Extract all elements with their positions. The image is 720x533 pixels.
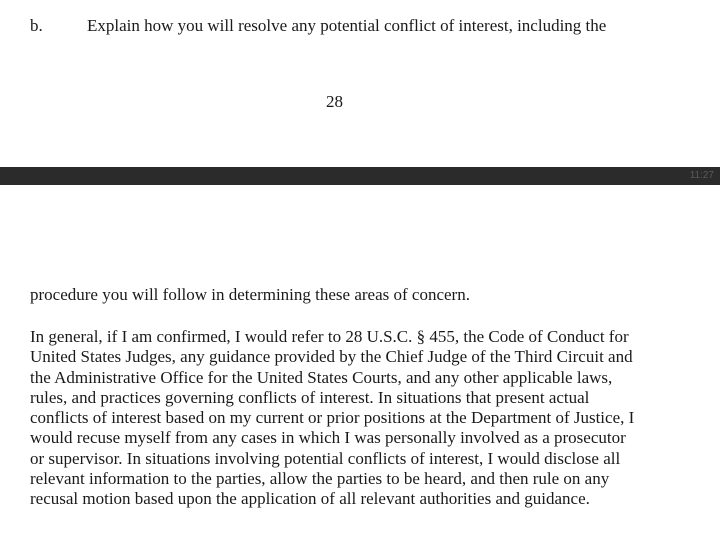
question-marker: b.: [30, 16, 43, 35]
answer-line: recusal motion based upon the application of all relevant authorities and guidance.: [30, 489, 590, 509]
page-bottom: [0, 185, 720, 533]
answer-line: would recuse myself from any cases in which I was personally involved as a prosecutor: [30, 428, 626, 448]
page-divider: [0, 167, 720, 185]
answer-line: rules, and practices governing conflicts of interest. In situations that present actual: [30, 387, 590, 407]
answer-line: conflicts of interest based on my current or prior positions at the Department of Justice, I: [30, 408, 635, 428]
divider-mark: 11:27: [689, 170, 714, 181]
answer-line: United States Judges, any guidance provided by the Chief Judge of the Third Circuit and: [30, 347, 633, 367]
answer-line: In general, if I am confirmed, I would refer to 28 U.S.C. § 455, the Code of Conduct for: [30, 327, 629, 346]
answer-line: relevant information to the parties, allow the parties to be heard, and then rule on any: [30, 469, 610, 489]
page-top: [0, 0, 720, 167]
question-text: Explain how you will resolve any potential conflict of interest, including the: [87, 16, 607, 35]
answer-line: the Administrative Office for the United States Courts, and any other applicable laws,: [30, 367, 613, 387]
answer-paragraph: [30, 327, 710, 510]
page-number: 28: [326, 92, 343, 111]
question-continuation: procedure you will follow in determining these areas of concern.: [30, 285, 470, 304]
answer-line: or supervisor. In situations involving potential conflicts of interest, I would disclose all: [30, 448, 621, 468]
